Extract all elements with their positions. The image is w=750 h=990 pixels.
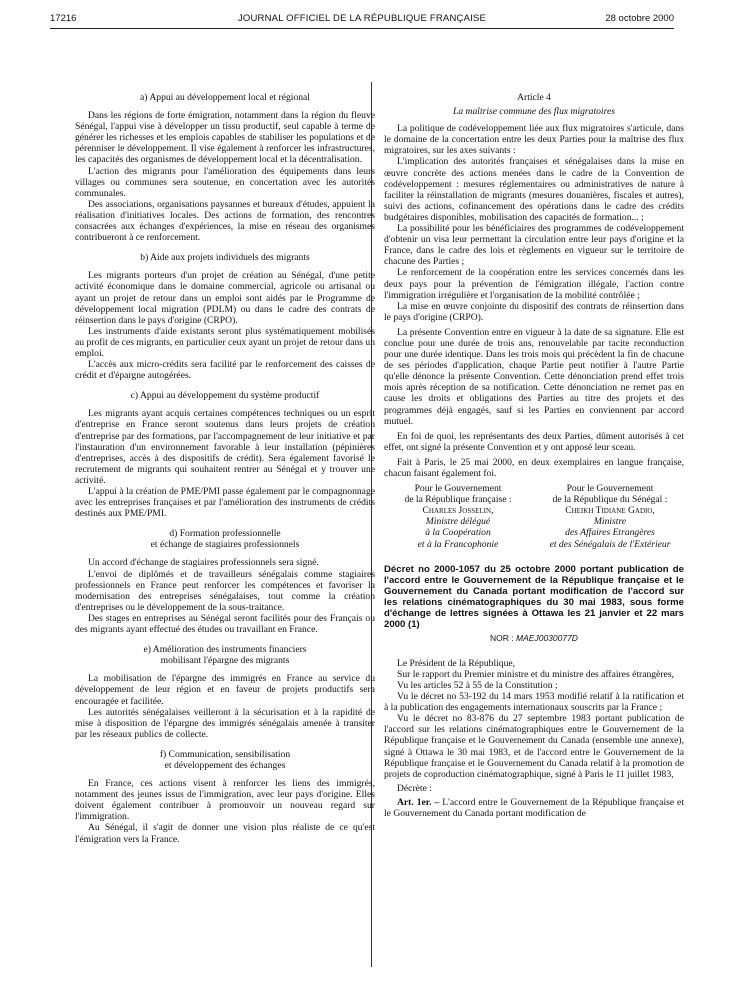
paragraph: Au Sénégal, il s'agit de donner une vision plus réaliste de ce qu'est l'émigration vers la France.	[75, 822, 375, 845]
article-1-text: L'accord entre le Gouvernement de la République française et le Gouvernement du Canada portant modification de	[384, 796, 684, 819]
paragraph: L'appui à la création de PME/PMI passe également par le compagnonnage avec les entreprises françaises et par l'amélioration des instruments de crédits destinés aux PME/PMI.	[75, 486, 375, 520]
heading-line: mobilisant l'épargne des migrants	[160, 655, 290, 667]
paragraph: L'accès aux micro-crédits sera facilité par le renforcement des caisses de crédit et d'épargne autogérées.	[75, 359, 375, 382]
paragraph: La présente Convention entre en vigueur à la date de sa signature. Elle est conclue pour une durée de trois ans, renouvelable par tacite reconduction pour une durée identique. Dans les trois mois qui précèdent la fin de chacune de ses périodes d'application, chaque Partie peut notifier à l'autre Partie qu'elle dénonce la présente Convention. Cette dénonciation prend effet trois mois après réception de sa notification. Cette dénonciation ne remet pas en cause les droits et obligations des Parties au titre des projets et des programmes déjà engagés, sauf si les Parties en conviennent par accord mutuel.	[384, 326, 684, 427]
paragraph: Vu les articles 52 à 55 de la Constitution ;	[397, 679, 558, 691]
sig-line: Pour le Gouvernement	[566, 483, 654, 495]
paragraph: L'envoi de diplômés et de travailleurs sénégalais comme stagiaires professionnels en France peut renforcer les compétences et favoriser la modernisation des entreprises sénégalaises, tout comme la création d'entreprises ou le développement de la sous-traitance.	[75, 568, 375, 613]
paragraph: Sur le rapport du Premier ministre et du ministre des affaires étrangères,	[397, 668, 674, 680]
signature-block	[384, 483, 684, 550]
heading-line: et échange de stagiaires professionnels	[150, 539, 300, 551]
journal-title: JOURNAL OFFICIEL DE LA RÉPUBLIQUE FRANÇAISE	[237, 13, 487, 24]
article-subtitle: La maîtrise commune des flux migratoires	[453, 106, 615, 118]
signatory-role: Ministre délégué	[425, 516, 491, 528]
paragraph: Dans les régions de forte émigration, notamment dans la région du fleuve Sénégal, l'appui vise à développer un tissu productif, seul capable à terme de générer les richesses et les emplois capables de stabiliser les populations et de pérenniser le développement. Il vise également à renforcer les infrastructures, les capacités des organismes de développement local et la décentralisation.	[75, 110, 375, 166]
signature-france	[384, 483, 532, 550]
signatory-role: Ministre	[593, 516, 627, 528]
paragraph: L'action des migrants pour l'amélioration des équipements dans leurs villages ou communes sera soutenue, en concertation avec les autorités communales.	[75, 165, 375, 199]
section-heading-d	[75, 528, 375, 550]
sig-line: de la République du Sénégal :	[552, 494, 668, 506]
article-1-label: Art. 1er. –	[397, 796, 440, 808]
nor-reference	[384, 633, 684, 644]
signature-senegal	[536, 483, 684, 550]
sig-line: de la République française :	[404, 494, 512, 506]
signatory-name: Cheikh Tidiane Gadio,	[565, 505, 655, 517]
left-column	[75, 92, 375, 845]
paragraph: Vu le décret no 83-876 du 27 septembre 1983 portant publication de l'accord sur les relations cinématographiques entre le Gouvernement de la République française et le Gouvernement du Canada (ensemble une annexe), signé à Ottawa le 30 mai 1983, et de l'accord entre le Gouvernement de la République française et le Gouvernement du Canada relatif à la promotion de projets de coproduction cinématographique, signé à Paris le 11 juillet 1983,	[384, 713, 684, 780]
signatory-role: à la Coopération	[425, 527, 491, 539]
paragraph: Des associations, organisations paysannes et bureaux d'études, appuient la réalisation d'initiatives locales. Des actions de formation, des rencontres consacrées aux échanges d'expériences, la mise en réseau des organismes contribueront à ce renforcement.	[75, 198, 375, 244]
paragraph: Fait à Paris, le 25 mai 2000, en deux exemplaires en langue française, chacun faisant également foi.	[384, 456, 684, 479]
paragraph: La possibilité pour les bénéficiaires des programmes de codéveloppement d'obtenir un visa leur permettant la circulation entre leur pays d'origine et la France, dans le cadre des lois et règlements en vigueur sur le territoire de chacune des Parties ;	[384, 223, 684, 268]
paragraph: La mise en œuvre conjointe du dispositif des contrats de réinsertion dans le pays d'origine (CRPO).	[384, 300, 684, 323]
page-header	[50, 10, 674, 29]
signatory-name: Charles Josselin,	[422, 505, 494, 517]
page-number: 17216	[50, 13, 77, 24]
heading-line: et développement des échanges	[164, 759, 286, 771]
signatory-role: et à la Francophonie	[417, 538, 499, 550]
nor-label: NOR :	[490, 632, 514, 643]
heading-line: d) Formation professionnelle	[169, 528, 281, 540]
decrete-label: Décrète :	[397, 782, 432, 794]
section-heading-b: b) Aide aux projets individuels des migrants	[140, 252, 310, 264]
paragraph: Le renforcement de la coopération entre les services concernés dans les deux pays pour la prévention de l'émigration illégale, l'action contre l'immigration irrégulière et l'organisation de la mobilité contrôlée ;	[384, 267, 684, 301]
article-1-paragraph	[384, 797, 684, 819]
paragraph: Des stages en entreprises au Sénégal seront facilités pour des Français ou des migrants ayant effectué des études ou travaillant en France.	[75, 612, 375, 636]
paragraph: Un accord d'échange de stagiaires professionnels sera signé.	[88, 557, 319, 569]
heading-line: e) Amélioration des instruments financiers	[143, 644, 307, 656]
paragraph: La politique de codéveloppement liée aux flux migratoires s'articule, dans le domaine de la concertation entre les deux Parties pour la maîtrise des flux migratoires, sur les axes suivants :	[384, 123, 684, 157]
paragraph: Vu le décret no 53-192 du 14 mars 1953 modifié relatif à la ratification et à la publication des engagements internationaux souscrits par la France ;	[384, 691, 684, 714]
decree-title: Décret no 2000-1057 du 25 octobre 2000 portant publication de l'accord entre le Gouvernement de la République française et le Gouvernement du Canada portant modification de l'accord sur les relations cinématographiques du 30 mai 1983, sous forme d'échange de lettres signées à Ottawa les 21 janvier et 22 mars 2000 (1)	[384, 563, 684, 630]
paragraph: Les migrants ayant acquis certaines compétences techniques ou un esprit d'entreprise en France seront soutenus dans leurs projets de création d'entreprise par des formations, par l'accompagnement de leur initiative et par l'instauration d'un environnement favorable à leur installation (pépinières d'entreprises, accès à des dispositifs de crédit). Sera également favorisé le recrutement de migrants qui souhaitent rentrer au Sénégal et y trouver une activité.	[75, 408, 375, 486]
paragraph: L'implication des autorités françaises et sénégalaises dans la mise en œuvre concrète des actions menées dans le cadre de la Convention de codéveloppement : mesures réglementaires ou administratives de nature à faciliter la réinstallation de migrants (mesures douanières, fiscales et autres), suivi des actions, cofinancement des opérations dans le cadre des crédits budgétaires disponibles, mobilisation des capacités de formation... ;	[384, 156, 684, 223]
paragraph: En France, ces actions visent à renforcer les liens des immigrés, notamment des jeunes issus de l'immigration, avec leur pays d'origine. Elles doivent également contribuer à promouvoir un nouveau regard sur l'immigration.	[75, 778, 375, 823]
paragraph: Le Président de la République,	[397, 657, 516, 669]
section-heading-a: a) Appui au développement local et régional	[140, 92, 310, 103]
section-heading-e	[75, 644, 375, 666]
issue-date: 28 octobre 2000	[605, 13, 674, 24]
right-column	[384, 92, 684, 819]
paragraph: Les autorités sénégalaises veilleront à la sécurisation et à la rapidité de mise à disposition de l'épargne des immigrés sénégalais amenée à transiter par les réseaux publics de collecte.	[75, 706, 375, 740]
section-heading-f	[75, 749, 375, 771]
paragraph: Les migrants porteurs d'un projet de création au Sénégal, d'une petite activité économique dans le domaine commercial, agricole ou artisanal ou ayant un projet de retour dans un emploi sont aidés par le Programme de développement local migration (PDLM) ou dans le cadre des contrats de réinsertion dans le pays d'origine (CRPO).	[75, 270, 375, 326]
nor-code: MAEJ0030077D	[516, 632, 578, 643]
sig-line: Pour le Gouvernement	[414, 483, 502, 495]
signatory-role: et des Sénégalais de l'Extérieur	[549, 538, 671, 550]
article-title: Article 4	[517, 92, 551, 103]
paragraph: La mobilisation de l'épargne des immigrés en France au service du développement de leur région et en faveur de projets productifs sera encouragée et facilitée.	[75, 673, 375, 707]
signatory-role: des Affaires Etrangères	[565, 527, 655, 539]
section-heading-c: c) Appui au développement du système productif	[130, 390, 320, 402]
heading-line: f) Communication, sensibilisation	[159, 748, 291, 760]
paragraph: En foi de quoi, les représentants des deux Parties, dûment autorisés à cet effet, ont signé la présente Convention et y ont apposé leur sceau.	[384, 430, 684, 453]
paragraph: Les instruments d'aide existants seront plus systématiquement mobilisés au profit de ces migrants, en particulier ceux ayant un projet de retour dans un emploi.	[75, 325, 375, 359]
